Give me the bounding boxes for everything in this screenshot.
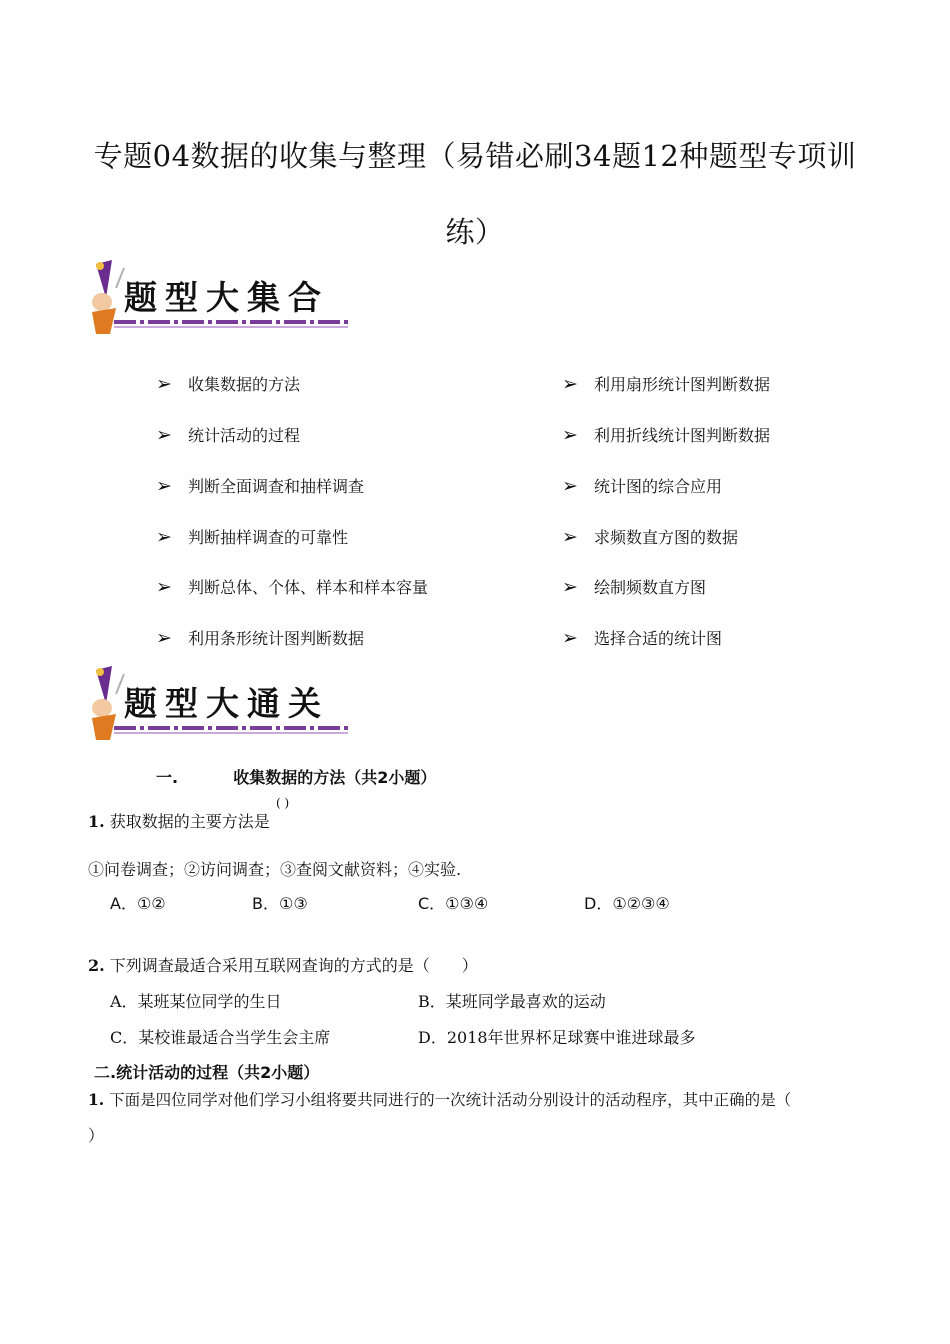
toc-item[interactable]: ➢ 统计图的综合应用 [562,475,723,497]
arrow-bullet-icon: ➢ [156,576,172,598]
arrow-bullet-icon: ➢ [562,475,578,497]
question-stem: 2. 下列调查最适合采用互联网查询的方式的是（ ） [88,956,478,975]
toc-item[interactable]: ➢ 选择合适的统计图 [562,627,723,649]
arrow-bullet-icon: ➢ [156,627,172,649]
option-b[interactable]: B．某班同学最喜欢的运动 [418,992,606,1011]
toc-item[interactable]: ➢ 利用折线统计图判断数据 [562,424,771,446]
title-line-2: 练） [445,215,505,249]
banner-divider-shadow [114,732,348,734]
toc-item[interactable]: ➢ 统计活动的过程 [156,424,301,446]
option-d[interactable]: D．①②③④ [584,894,670,913]
arrow-bullet-icon: ➢ [562,424,578,446]
wizard-mascot-icon [86,258,126,336]
toc-item[interactable]: ➢ 利用条形统计图判断数据 [156,627,365,649]
title-line-1: 专题04数据的收集与整理（易错必刷34题12种题型专项训 [93,139,857,173]
toc-item[interactable]: ➢ 收集数据的方法 [156,373,301,395]
toc-item[interactable]: ➢ 利用扇形统计图判断数据 [562,373,771,395]
section-banner-pass [86,664,356,744]
banner-title: 题型大通关 [124,684,329,723]
toc-item[interactable]: ➢ 判断抽样调查的可靠性 [156,526,349,548]
document-title [70,118,880,270]
banner-title: 题型大集合 [124,278,329,317]
banner-divider-shadow [114,326,348,328]
option-c[interactable]: C．①③④ [418,894,489,913]
question-stem-tail: ） [88,1126,105,1145]
arrow-bullet-icon: ➢ [562,627,578,649]
toc-item[interactable]: ➢ 求频数直方图的数据 [562,526,739,548]
option-a[interactable]: A．①② [110,894,166,913]
question-stem: 1. 获取数据的主要方法是 [88,812,270,831]
toc-item[interactable]: ➢ 绘制频数直方图 [562,576,707,598]
option-d[interactable]: D．2018年世界杯足球赛中谁进球最多 [418,1028,696,1047]
banner-divider [114,320,348,324]
option-a[interactable]: A．某班某位同学的生日 [110,992,282,1011]
option-b[interactable]: B．①③ [252,894,308,913]
arrow-bullet-icon: ➢ [562,576,578,598]
arrow-bullet-icon: ➢ [156,475,172,497]
arrow-bullet-icon: ➢ [156,373,172,395]
answer-paren: ( ) [276,796,290,810]
arrow-bullet-icon: ➢ [156,526,172,548]
banner-divider [114,726,348,730]
question-stem: 1. 下面是四位同学对他们学习小组将要共同进行的一次统计活动分别设计的活动程序，其中正确的是（ [88,1090,792,1109]
toc-item[interactable]: ➢ 判断总体、个体、样本和样本容量 [156,576,429,598]
section-banner-collection [86,258,356,338]
arrow-bullet-icon: ➢ [562,373,578,395]
wizard-mascot-icon [86,664,126,742]
arrow-bullet-icon: ➢ [562,526,578,548]
section-heading: 一. 收集数据的方法（共2小题） [156,768,437,787]
arrow-bullet-icon: ➢ [156,424,172,446]
toc-item[interactable]: ➢ 判断全面调查和抽样调查 [156,475,365,497]
section-heading: 二.统计活动的过程（共2小题） [94,1063,320,1082]
question-items: ①问卷调查；②访问调查；③查阅文献资料；④实验. [88,860,462,879]
option-c[interactable]: C．某校谁最适合当学生会主席 [110,1028,331,1047]
